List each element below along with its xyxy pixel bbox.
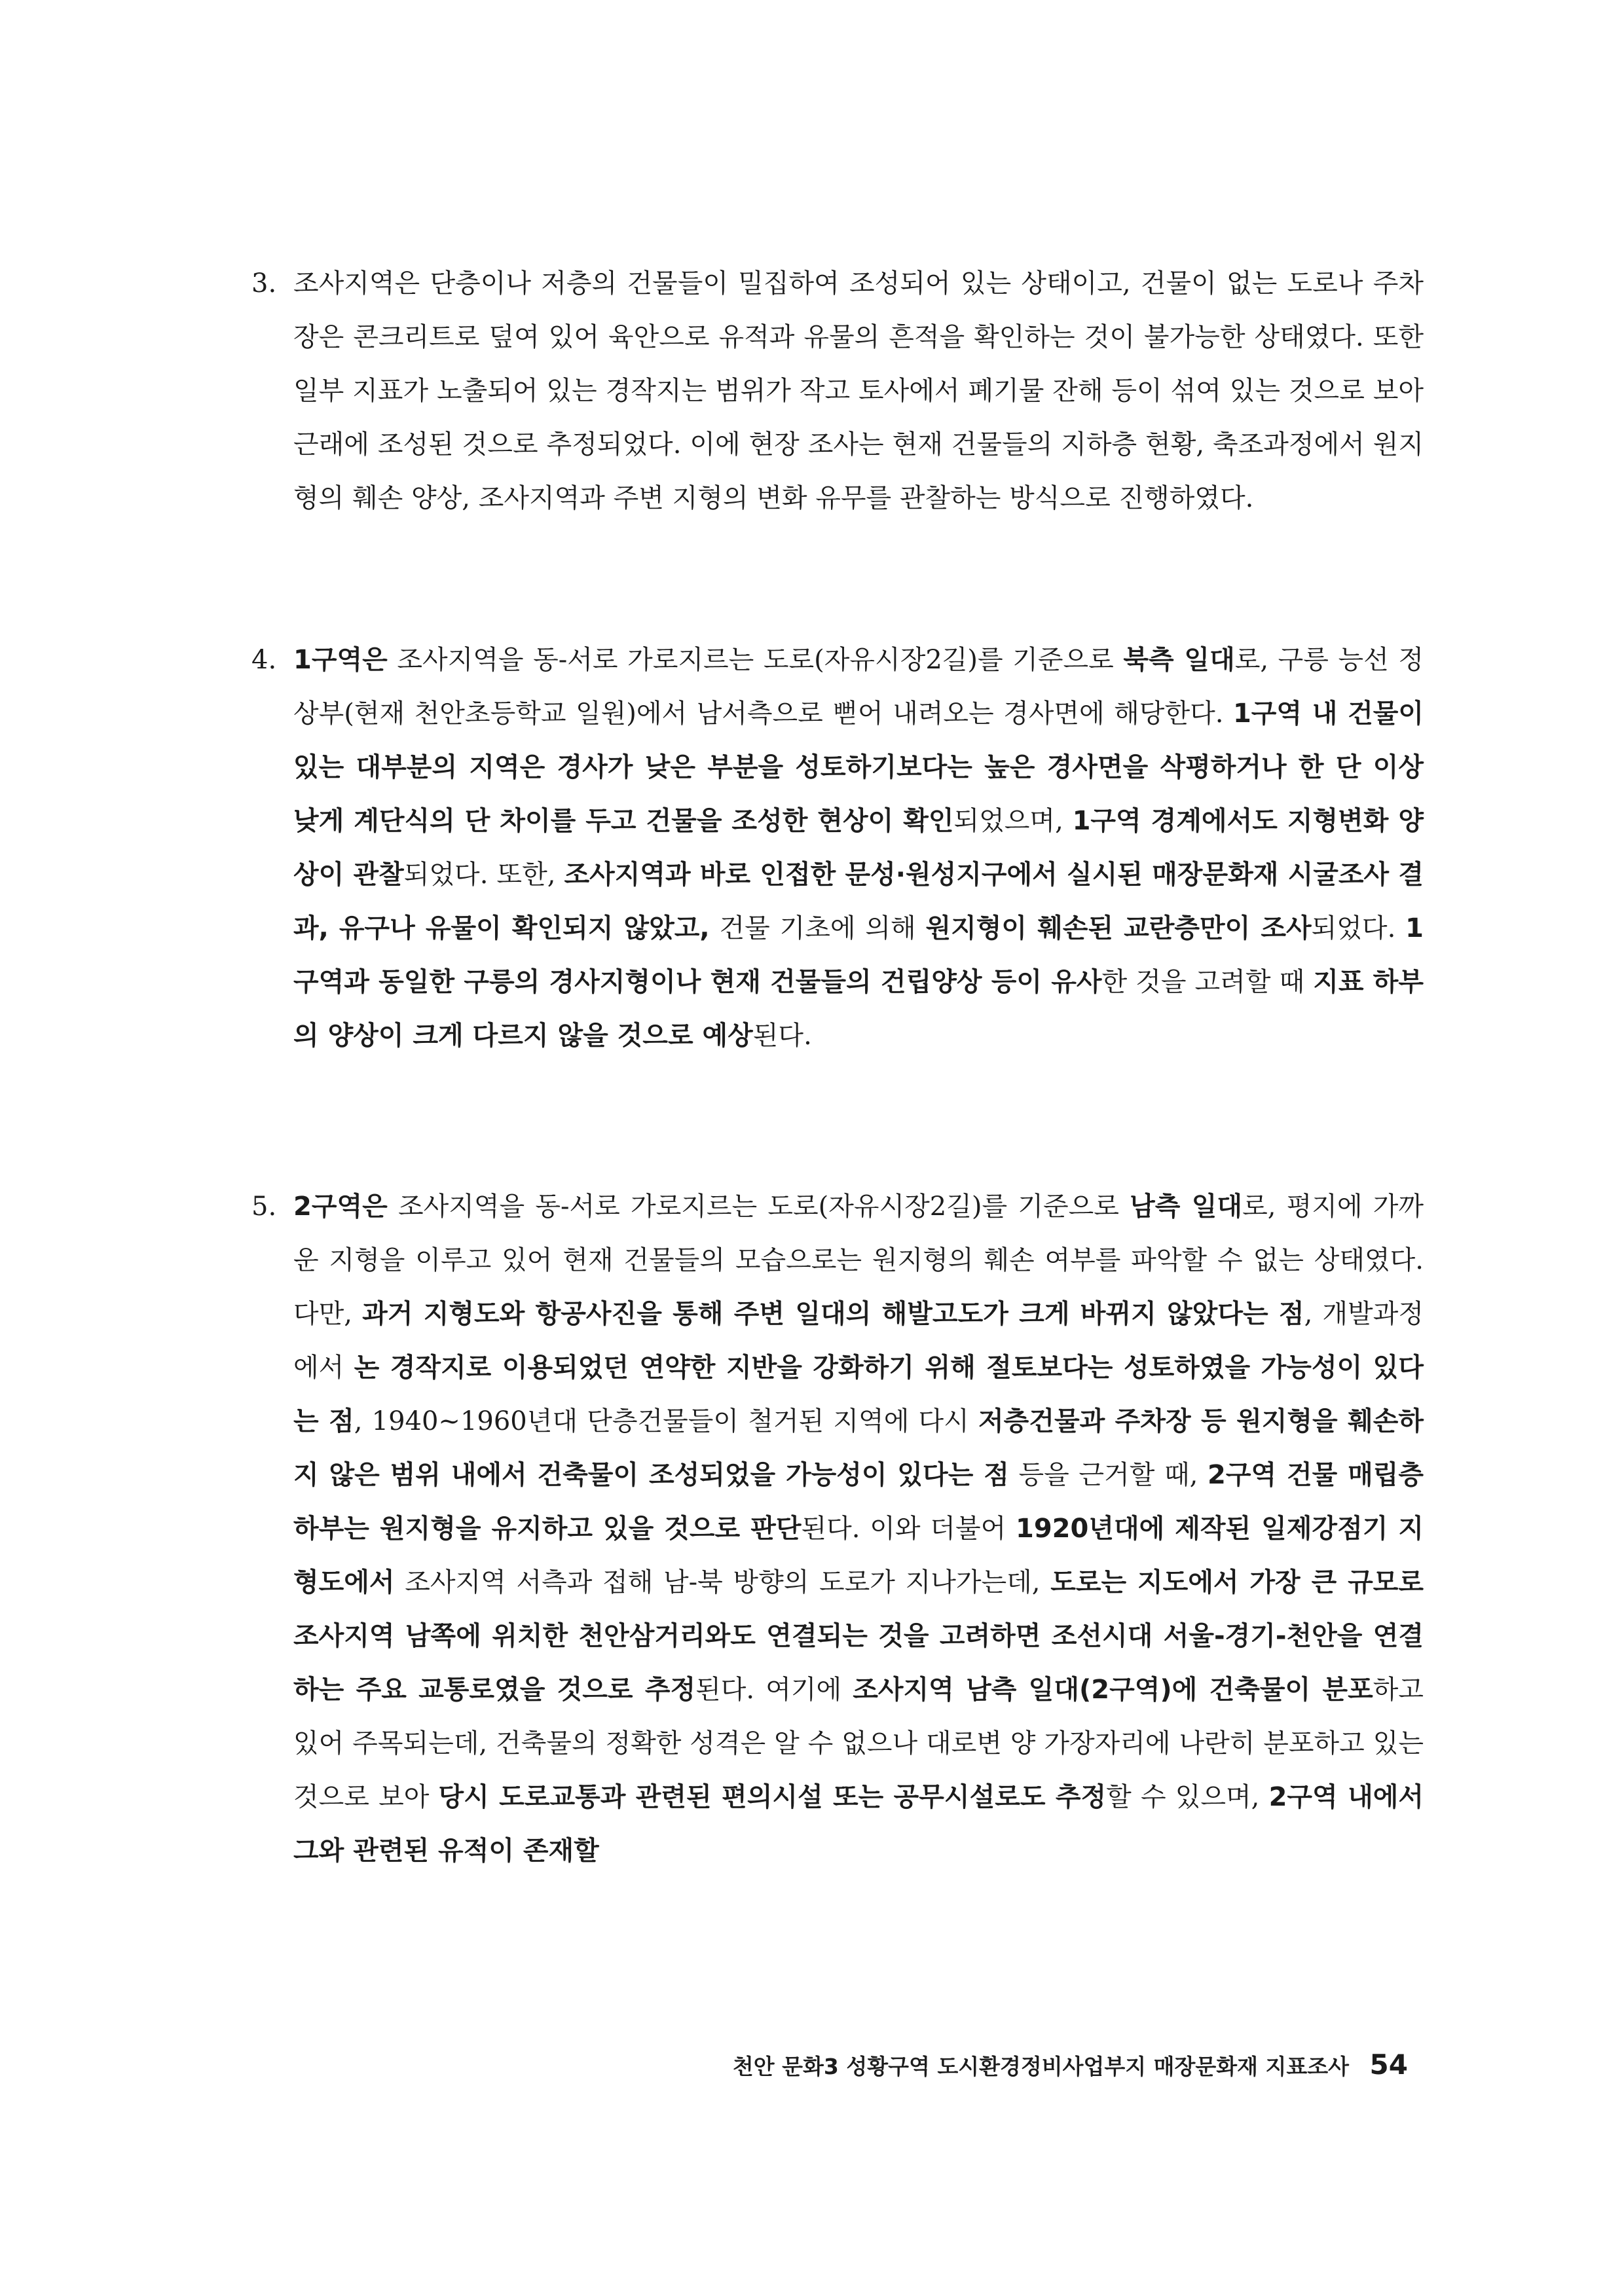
bold-text-run: 1구역과 동일한 구릉의 경사지형이나 현재 건물들의 건립양상 등이 유사	[293, 913, 1424, 997]
text-run: 등을 근거할 때,	[1008, 1460, 1208, 1490]
footer-title: 천안 문화3 성황구역 도시환경정비사업부지 매장문화재 지표조사	[732, 2054, 1350, 2079]
bold-text-run: 조사지역과 바로 인접한 문성·원성지구에서 실시된 매장문화재 시굴조사 결과, 유구나 유물이 확인되지 않았고,	[293, 860, 1424, 943]
bold-text-run: 도로는 지도에서 가장 큰 규모로 조사지역 남쪽에 위치한 천안삼거리와도 연결되는 것을 고려하면 조선시대 서울-경기-천안을 연결하는 주요 교통로였을 것으로 추정	[293, 1567, 1424, 1705]
text-run: 되었다. 또한,	[403, 860, 564, 890]
bold-text-run: 당시 도로교통과 관련된 편의시설 또는 공무시설로도 추정	[438, 1782, 1107, 1812]
bold-text-run: 2구역 내에서 그와 관련된 유적이 존재할	[293, 1782, 1424, 1866]
text-run: 되었으며,	[953, 806, 1073, 836]
text-run: 건물 기초에 의해	[709, 913, 926, 943]
text-run: 조사지역 서측과 접해 남-북 방향의 도로가 지나가는데,	[394, 1567, 1051, 1597]
text-run: , 1940~1960년대 단층건물들이 철거된 지역에 다시	[354, 1406, 979, 1436]
bold-text-run: 조사지역 남측 일대(2구역)에 건축물이 분포	[853, 1675, 1373, 1705]
text-run: 된다.	[752, 1021, 812, 1051]
page-footer	[733, 2045, 1408, 2086]
text-run: 로, 평지에 가까운 지형을 이루고 있어 현재 건물들의 모습으로는 원지형의 훼손 여부를 파악할 수 없는 상태였다. 다만,	[293, 1192, 1424, 1329]
text-run: 할 수 있으며,	[1106, 1782, 1269, 1812]
text-run: 조사지역은 단층이나 저층의 건물들이 밀집하여 조성되어 있는 상태이고, 건물이 없는 도로나 주차장은 콘크리트로 덮여 있어 육안으로 유적과 유물의 흔적을 확인하는 것이 불가능한 상태였다. 또한 일부 지표가 노출되어 있는 경작지는 범위가 작고 토사에서 폐기물 잔해 등이 섞여 있는 것으로 보아 근래에 조성된 것으로 추정되었다. 이에 현장 조사는 현재 건물들의 지하층 현황, 축조과정에서 원지형의 훼손 양상, 조사지역과 주변 지형의 변화 유무를 관찰하는 방식으로 진행하였다.	[293, 268, 1424, 513]
text-run: 로, 구릉 능선 정상부(현재 천안초등학교 일원)에서 남서측으로 뻗어 내려오는 경사면에 해당한다.	[293, 645, 1424, 729]
bold-text-run: 저층건물과 주차장 등 원지형을 훼손하지 않은 범위 내에서 건축물이 조성되었을 가능성이 있다는 점	[293, 1406, 1424, 1490]
bold-text-run: 2구역 건물 매립층 하부는 원지형을 유지하고 있을 것으로 판단	[293, 1460, 1424, 1544]
item-body	[293, 257, 1424, 525]
bold-text-run: 남측 일대	[1130, 1192, 1243, 1222]
bold-text-run: 2구역은	[293, 1192, 388, 1222]
page-number: 54	[1369, 2049, 1408, 2081]
text-run: , 개발과정에서	[293, 1299, 1424, 1383]
bold-text-run: 1구역 내 건물이 있는 대부분의 지역은 경사가 낮은 부분을 성토하기보다는 높은 경사면을 삭평하거나 한 단 이상 낮게 계단식의 단 차이를 두고 건물을 조성한 현상이 확인	[293, 699, 1424, 836]
bold-text-run: 1920년대에 제작된 일제강점기 지형도에서	[293, 1514, 1424, 1597]
text-run: 되었다.	[1311, 913, 1406, 943]
item-number: 4.	[251, 645, 277, 675]
item-body	[293, 1180, 1424, 1878]
text-run: 한 것을 고려할 때	[1101, 967, 1314, 997]
paragraph-item-4	[251, 633, 1424, 1063]
bold-text-run: 북측 일대	[1123, 645, 1235, 675]
bold-text-run: 1구역은	[293, 645, 388, 675]
paragraph-item-5	[251, 1180, 1424, 1878]
bold-text-run: 1구역 경계에서도 지형변화 양상이 관찰	[293, 806, 1424, 890]
bold-text-run: 논 경작지로 이용되었던 연약한 지반을 강화하기 위해 절토보다는 성토하였을 가능성이 있다는 점	[293, 1353, 1424, 1436]
paragraph-item-3	[251, 257, 1424, 525]
item-number: 5.	[251, 1192, 277, 1222]
text-run: 된다. 여기에	[695, 1675, 853, 1705]
text-run: 조사지역을 동-서로 가로지르는 도로(자유시장2길)를 기준으로	[387, 645, 1124, 675]
text-run: 된다. 이와 더불어	[801, 1514, 1016, 1544]
bold-text-run: 원지형이 훼손된 교란층만이 조사	[925, 913, 1312, 943]
bold-text-run: 과거 지형도와 항공사진을 통해 주변 일대의 해발고도가 크게 바뀌지 않았다는 점	[362, 1299, 1304, 1329]
text-run: 조사지역을 동-서로 가로지르는 도로(자유시장2길)를 기준으로	[387, 1192, 1130, 1222]
item-body	[293, 633, 1424, 1063]
text-run: 하고 있어 주목되는데, 건축물의 정확한 성격은 알 수 없으나 대로변 양 가장자리에 나란히 분포하고 있는 것으로 보아	[293, 1675, 1424, 1812]
bold-text-run: 지표 하부의 양상이 크게 다르지 않을 것으로 예상	[293, 967, 1424, 1051]
item-number: 3.	[251, 268, 277, 299]
